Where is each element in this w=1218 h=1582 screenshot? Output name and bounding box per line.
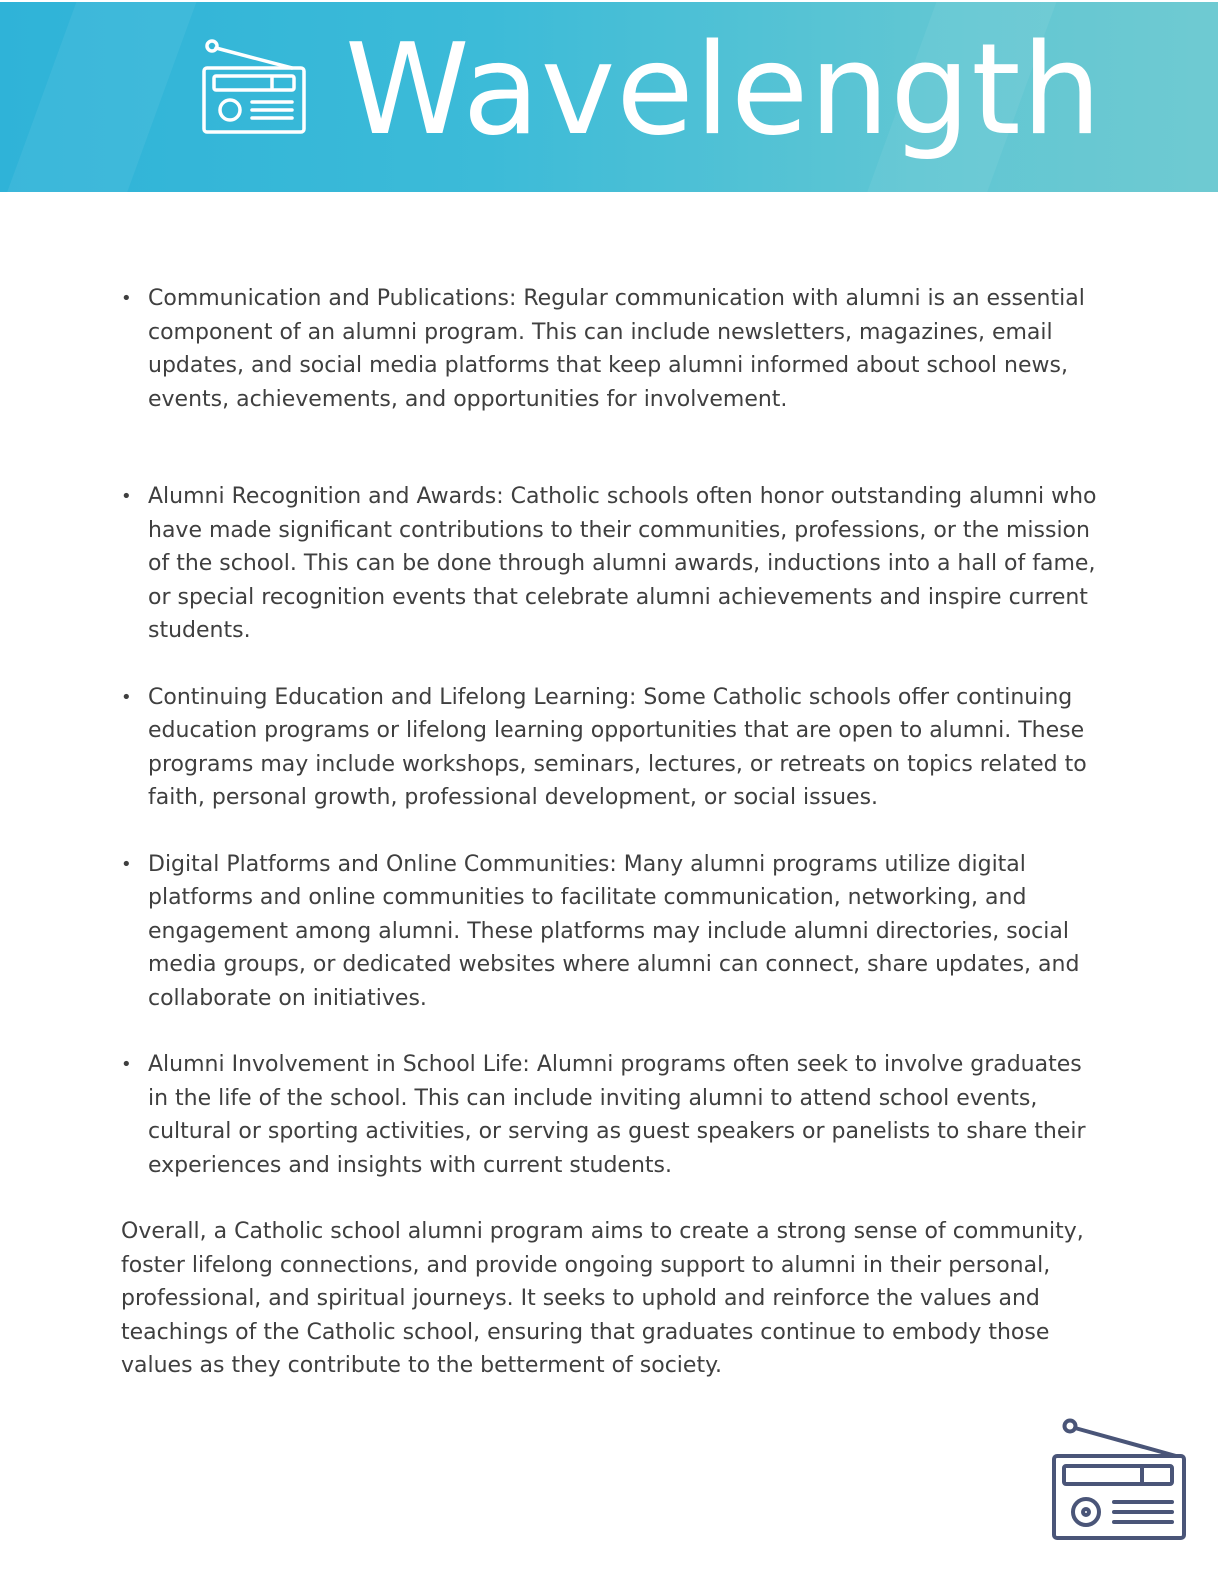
bullet-icon: • bbox=[121, 686, 132, 708]
document-body bbox=[121, 282, 1101, 1383]
header-banner bbox=[0, 2, 1218, 192]
bullet-icon: • bbox=[121, 486, 132, 507]
list-item bbox=[121, 282, 1101, 416]
list-item-text: Digital Platforms and Online Communities: Many alumni programs utilize digital platforms and online communities to facilitate communication, networking, and engagement among alumni. These platforms may include alumni directories, social media groups, or dedicated websites where alumni can connect, share updates, and collaborate on initiatives. bbox=[148, 851, 1080, 1011]
bullet-list bbox=[121, 282, 1101, 1182]
radio-icon bbox=[200, 38, 308, 136]
list-item-text: Continuing Education and Lifelong Learning: Some Catholic schools offer continuing education programs or lifelong learning opportunities that are open to alumni. These programs may include workshops, seminars, lectures, or retreats on topics related to faith, personal growth, professional development, or social issues. bbox=[148, 684, 1087, 810]
list-item-text: Alumni Involvement in School Life: Alumni programs often seek to involve graduates in the life of the school. This can include inviting alumni to attend school events, cultural or sporting activities, or serving as guest speakers or panelists to share their experiences and insights with current students. bbox=[148, 1052, 1086, 1178]
list-item bbox=[121, 848, 1101, 1016]
list-item bbox=[121, 480, 1101, 648]
bullet-icon: • bbox=[121, 853, 132, 875]
page-title: Wavelength bbox=[345, 16, 1103, 163]
bullet-icon: • bbox=[121, 1054, 132, 1075]
list-item-text: Communication and Publications: Regular communication with alumni is an essential component of an alumni program. This can include newsletters, magazines, email updates, and social media platforms that keep alumni informed about school news, events, achievements, and opportunities for involvement. bbox=[148, 286, 1085, 412]
list-item-text: Alumni Recognition and Awards: Catholic schools often honor outstanding alumni who have made significant contributions to their communities, professions, or the mission of the school. This can be done through alumni awards, inductions into a hall of fame, or special recognition events that celebrate alumni achievements and inspire current students. bbox=[148, 484, 1097, 643]
radio-icon bbox=[1050, 1418, 1188, 1542]
summary-paragraph: Overall, a Catholic school alumni program aims to create a strong sense of community, foster lifelong connections, and provide ongoing support to alumni in their personal, professional, and spiritual journeys. It seeks to uphold and reinforce the values and teachings of the Catholic school, ensuring that graduates continue to embody those values as they contribute to the betterment of society. bbox=[121, 1219, 1084, 1378]
banner-stripe bbox=[0, 2, 204, 192]
list-item bbox=[121, 681, 1101, 815]
bullet-icon: • bbox=[121, 288, 132, 309]
list-item bbox=[121, 1048, 1101, 1182]
